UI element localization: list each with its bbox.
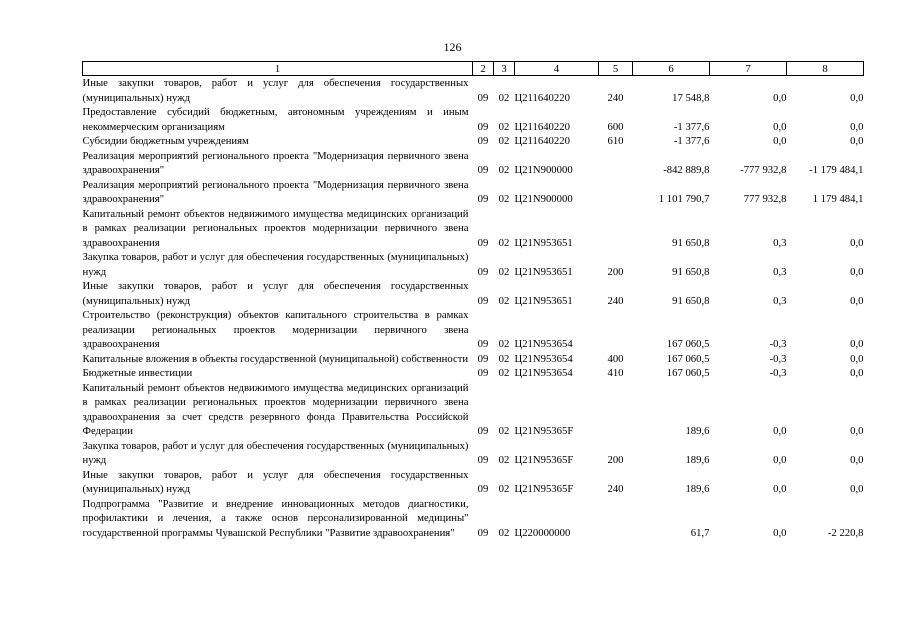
- row-name: Иные закупки товаров, работ и услуг для обеспечения государственных (муниципальных) нужд: [82, 77, 469, 104]
- row-value-6: 167 060,5: [666, 367, 710, 379]
- row-value-7: 0,3: [773, 265, 787, 278]
- row-target-code: Ц211640220: [514, 135, 570, 147]
- row-name: Предоставление субсидий бюджетным, автономным учреждениям и иным некоммерческим организациям: [82, 106, 469, 133]
- row-target-code: Ц21N95365F: [514, 425, 574, 437]
- row-target-code: Ц21N953651: [514, 294, 573, 307]
- row-expense-type: [599, 149, 633, 178]
- row-section: 09: [477, 367, 489, 379]
- row-expense-type: 240: [607, 294, 624, 307]
- row-target-code: Ц21N900000: [514, 164, 573, 176]
- row-value-6: -1 377,6: [673, 120, 710, 133]
- row-expense-type: 600: [607, 120, 624, 133]
- row-value-7: 0,0: [773, 91, 787, 104]
- row-value-8: 0,0: [850, 483, 864, 495]
- row-expense-type: 200: [607, 454, 624, 466]
- row-section: 09: [477, 193, 489, 205]
- row-expense-type: [599, 178, 633, 207]
- row-value-7: 0,0: [773, 135, 787, 147]
- row-value-8: 0,0: [850, 454, 864, 466]
- row-name: Субсидии бюджетным учреждениям: [82, 135, 249, 147]
- row-section: 09: [477, 352, 489, 365]
- header-col-7: 7: [710, 62, 787, 76]
- row-subsection: 02: [498, 135, 510, 147]
- row-expense-type: [599, 381, 633, 439]
- row-value-8: 0,0: [850, 91, 864, 104]
- table-row: [83, 76, 864, 106]
- row-name: Капитальные вложения в объекты государственной (муниципальной) собственности: [82, 352, 469, 365]
- table-row: [83, 149, 864, 178]
- row-subsection: 02: [498, 526, 510, 539]
- row-name: Бюджетные инвестиции: [82, 367, 193, 379]
- header-col-4: 4: [515, 62, 599, 76]
- row-value-8: 1 179 484,1: [812, 193, 864, 205]
- row-name: Закупка товаров, работ и услуг для обеспечения государственных (муниципальных) нужд: [82, 251, 469, 278]
- row-subsection: 02: [498, 425, 510, 437]
- row-subsection: 02: [498, 164, 510, 176]
- row-target-code: Ц21N953654: [514, 367, 573, 379]
- row-value-8: 0,0: [850, 352, 864, 365]
- row-value-7: 0,0: [773, 120, 787, 133]
- table-row: [83, 352, 864, 367]
- row-name: Капитальный ремонт объектов недвижимого имущества медицинских организаций в рамках реализации региональных проектов модернизации первичного звена здравоохранения: [82, 207, 469, 249]
- table-row: [83, 439, 864, 468]
- row-value-7: -0,3: [769, 338, 787, 350]
- row-value-6: 17 548,8: [672, 91, 710, 104]
- row-target-code: Ц211640220: [514, 91, 570, 104]
- row-value-6: -1 377,6: [673, 135, 710, 147]
- row-expense-type: [599, 308, 633, 352]
- row-value-6: 189,6: [685, 483, 710, 495]
- row-name: Иные закупки товаров, работ и услуг для обеспечения государственных (муниципальных) нужд: [82, 280, 469, 307]
- row-subsection: 02: [498, 367, 510, 379]
- row-expense-type: 410: [607, 367, 624, 379]
- row-value-8: 0,0: [850, 265, 864, 278]
- row-subsection: 02: [498, 483, 510, 495]
- table-row: [83, 134, 864, 149]
- budget-table: [82, 61, 864, 540]
- row-target-code: Ц21N95365F: [514, 454, 574, 466]
- table-row: [83, 497, 864, 541]
- row-value-7: 0,3: [773, 294, 787, 307]
- row-name: Капитальный ремонт объектов недвижимого имущества медицинских организаций в рамках реализации региональных проектов модернизации первичного звена здравоохранения за счет средств резервного фонда Правительства Российской Федерации: [82, 381, 469, 437]
- row-subsection: 02: [498, 193, 510, 205]
- row-name: Иные закупки товаров, работ и услуг для обеспечения государственных (муниципальных) нужд: [82, 468, 469, 495]
- row-subsection: 02: [498, 265, 510, 278]
- table-row: [83, 308, 864, 352]
- row-value-6: 61,7: [690, 526, 710, 539]
- row-value-6: 189,6: [685, 425, 710, 437]
- header-col-5: 5: [599, 62, 633, 76]
- row-target-code: Ц21N953651: [514, 265, 573, 278]
- row-value-6: 189,6: [685, 454, 710, 466]
- row-expense-type: 400: [607, 352, 624, 365]
- row-section: 09: [477, 120, 489, 133]
- row-section: 09: [477, 265, 489, 278]
- table-row: [83, 178, 864, 207]
- row-target-code: Ц21N953654: [514, 352, 573, 365]
- row-expense-type: [599, 207, 633, 251]
- header-col-2: 2: [473, 62, 494, 76]
- row-value-7: 0,0: [773, 454, 787, 466]
- row-target-code: Ц21N953651: [514, 236, 573, 249]
- row-section: 09: [477, 454, 489, 466]
- row-subsection: 02: [498, 120, 510, 133]
- row-expense-type: [599, 497, 633, 541]
- header-col-8: 8: [787, 62, 864, 76]
- row-name: Подпрограмма "Развитие и внедрение инновационных методов диагностики, профилактики и лечения, а также основ персонализированной медицины" государственной программы Чувашской Республики "Развитие здравоохранения": [82, 497, 469, 539]
- header-col-3: 3: [494, 62, 515, 76]
- row-subsection: 02: [498, 294, 510, 307]
- row-value-7: 777 932,8: [743, 193, 787, 205]
- row-value-8: 0,0: [850, 294, 864, 307]
- row-value-8: 0,0: [850, 236, 864, 249]
- row-section: 09: [477, 483, 489, 495]
- row-expense-type: 240: [607, 483, 624, 495]
- row-target-code: Ц21N95365F: [514, 483, 574, 495]
- row-value-8: -1 179 484,1: [809, 164, 864, 176]
- row-value-6: 91 650,8: [672, 265, 710, 278]
- row-name: Закупка товаров, работ и услуг для обеспечения государственных (муниципальных) нужд: [82, 439, 469, 466]
- row-value-7: -777 932,8: [740, 164, 787, 176]
- row-subsection: 02: [498, 236, 510, 249]
- row-expense-type: 240: [607, 91, 624, 104]
- row-subsection: 02: [498, 91, 510, 104]
- row-section: 09: [477, 526, 489, 539]
- row-name: Строительство (реконструкция) объектов капитального строительства в рамках реализации региональных проектов модернизации первичного звена здравоохранения: [82, 309, 469, 350]
- row-value-8: 0,0: [850, 135, 864, 147]
- table-row: [83, 279, 864, 308]
- row-target-code: Ц21N900000: [514, 193, 573, 205]
- row-name: Реализация мероприятий регионального проекта "Модернизация первичного звена здравоохранения": [82, 178, 469, 205]
- row-value-8: 0,0: [850, 425, 864, 437]
- row-value-6: 1 101 790,7: [658, 193, 710, 205]
- row-target-code: Ц21N953654: [514, 338, 573, 350]
- row-target-code: Ц220000000: [514, 526, 571, 539]
- row-value-7: 0,3: [773, 236, 787, 249]
- row-value-6: 91 650,8: [672, 236, 710, 249]
- row-value-6: 91 650,8: [672, 294, 710, 307]
- row-section: 09: [477, 135, 489, 147]
- row-section: 09: [477, 164, 489, 176]
- row-value-8: 0,0: [850, 367, 864, 379]
- table-row: [83, 207, 864, 251]
- row-value-7: -0,3: [769, 352, 787, 365]
- row-target-code: Ц211640220: [514, 120, 570, 133]
- row-expense-type: 610: [607, 135, 624, 147]
- table-header-row: [83, 62, 864, 76]
- header-col-6: 6: [633, 62, 710, 76]
- row-value-6: 167 060,5: [666, 338, 710, 350]
- row-value-6: -842 889,8: [663, 164, 710, 176]
- table-row: [83, 105, 864, 134]
- row-subsection: 02: [498, 454, 510, 466]
- row-name: Реализация мероприятий регионального проекта "Модернизация первичного звена здравоохранения": [82, 149, 469, 176]
- row-section: 09: [477, 425, 489, 437]
- row-value-6: 167 060,5: [666, 352, 710, 365]
- header-col-1: 1: [83, 62, 473, 76]
- row-value-7: 0,0: [773, 526, 787, 539]
- row-value-8: -2 220,8: [827, 526, 864, 539]
- row-section: 09: [477, 91, 489, 104]
- table-row: [83, 366, 864, 381]
- row-section: 09: [477, 338, 489, 350]
- page-number: 126: [443, 40, 462, 54]
- row-section: 09: [477, 294, 489, 307]
- table-row: [83, 250, 864, 279]
- row-value-7: 0,0: [773, 483, 787, 495]
- table-row: [83, 381, 864, 439]
- row-expense-type: 200: [607, 265, 624, 278]
- row-value-7: 0,0: [773, 425, 787, 437]
- row-value-8: 0,0: [850, 120, 864, 133]
- row-section: 09: [477, 236, 489, 249]
- table-row: [83, 468, 864, 497]
- row-value-8: 0,0: [850, 338, 864, 350]
- row-subsection: 02: [498, 352, 510, 365]
- row-subsection: 02: [498, 338, 510, 350]
- row-value-7: -0,3: [769, 367, 787, 379]
